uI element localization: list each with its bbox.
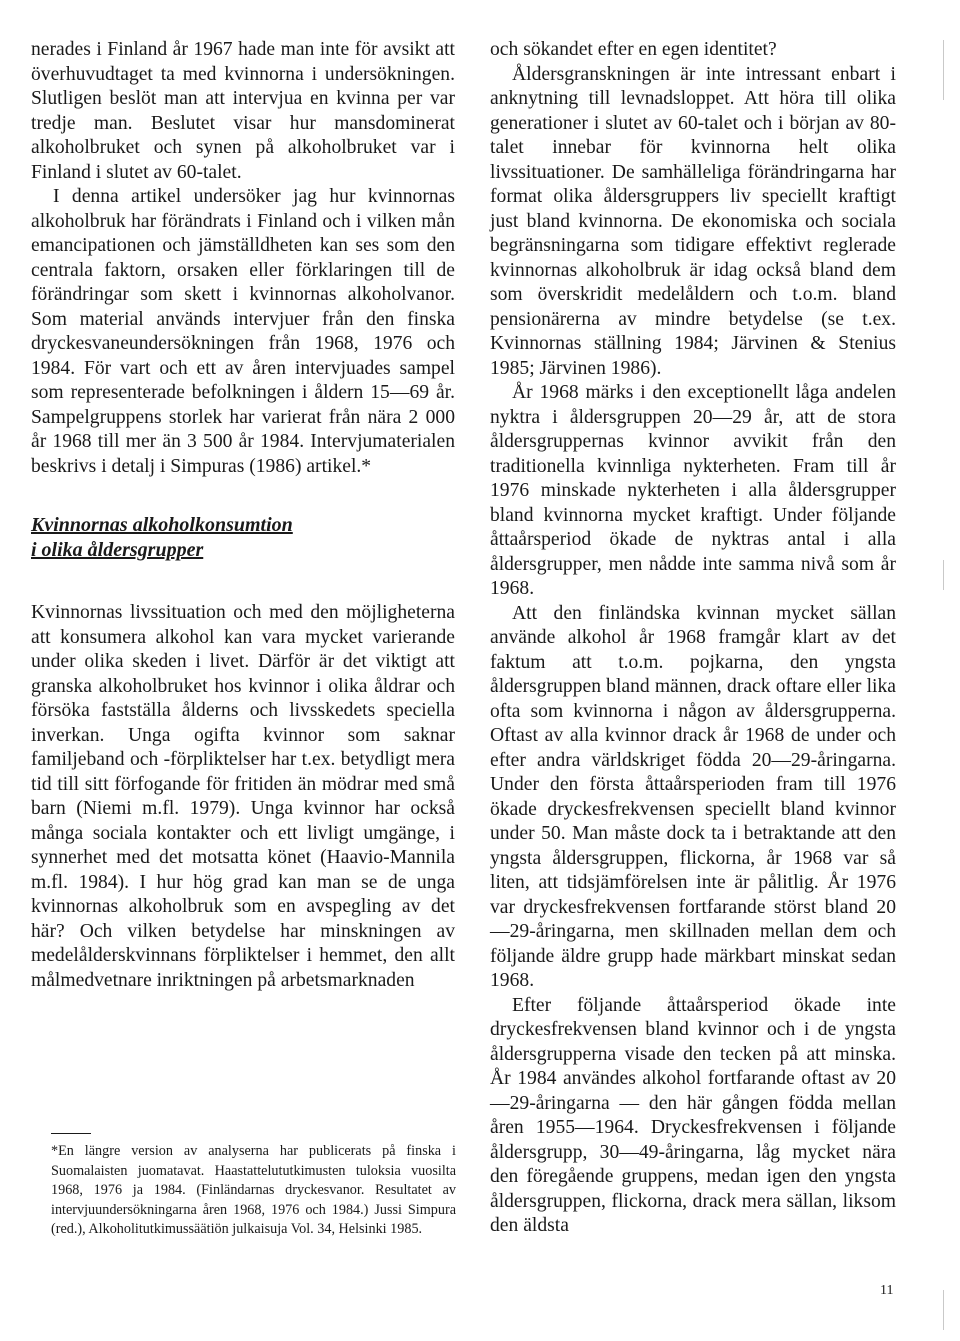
page-number: 11	[880, 1283, 894, 1298]
paragraph: Efter följande åttaårsperiod ökade inte dryckesfrekvensen bland kvinnor och i de yngsta åldersgrupperna visade den tecken på att minska. År 1984 användes alkohol fortfarande oftast av 20—29-åringarna — den här gången födda mellan åren 1955—1964. Dryckesfrekvensen i följande åldersgrupp, 30—49-åringarna, låg mycket nära den föregående gruppens, medan igen den yngsta åldersgruppen, flickorna, drack mera sällan, liksom den äldsta	[490, 994, 896, 1236]
footnote-divider	[51, 1133, 91, 1134]
scan-edge-mark	[943, 1290, 944, 1330]
section-heading	[31, 513, 455, 563]
footnote: *En längre version av analyserna har publicerats på finska i Suomalaisten juomatavat. Haastattelututkimusten tuloksia vuosilta 1968, 1976 ja 1984. (Finländarnas dryckesvanor. Resultatet av intervjuundersökningarna åren 1968, 1976 och 1984.) Jussi Simpura (red.), Alkoholitutkimussäätiön julkaisuja Vol. 34, Helsinki 1985.	[51, 1143, 456, 1237]
paragraph: År 1968 märks i den exceptionellt låga andelen nyktra i åldersgruppen 20—29 år, att de stora åldersgruppernas kvinnor avvikit från den traditionella kvinnliga nykterheten. Fram till år 1976 minskade nykterheten i alla åldersgrupper bland kvinnorna mycket kraftigt. Under följande åttaårsperiod ökade de nyktras antal i alla åldersgrupper, men nådde inte samma nivå som år 1968.	[490, 382, 896, 599]
section-heading-line: i olika åldersgrupper	[31, 539, 204, 561]
paragraph: nerades i Finland år 1967 hade man inte för avsikt att överhuvudtaget ta med kvinnorna i undersökningen. Slutligen beslöt man att intervjua en kvinna per var tredje man. Beslutet visar hur mansdominerat alkoholbruket och synen på alkoholbruket var i Finland i slutet av 60-talet.	[31, 39, 455, 183]
right-column	[490, 38, 896, 1239]
paragraph: Att den finländska kvinnan mycket sällan använde alkohol år 1968 framgår klart av det faktum att t.o.m. pojkarna, den yngsta åldersgruppen bland männen, drack oftare eller lika ofta som kvinnorna i någon av åldersgrupperna. Oftast av alla kvinnor drack år 1968 de under och efter andra världskriget födda 20—29-åringarna. Under den första åttaårsperioden fram till 1976 ökade dryckesfrekvensen speciellt bland kvinnor under 50. Man måste dock ta i betraktande att den yngsta åldersgruppen, flickorna, år 1968 var så liten, att tidsjämförelsen inte är pålitlig. År 1976 var dryckesfrekvensen fortfarande störst bland 20—29-åringarna, men skillnaden mellan dem och följande äldre grupp hade märkbart minskat sedan 1968.	[490, 602, 896, 991]
paragraph: Kvinnornas livssituation och med den möjligheterna att konsumera alkohol kan vara mycket varierande under olika skeden i livet. Därför är det viktigt att granska alkoholbruket hos kvinnor i olika åldrar och försöka fastställa ålderns och livsskedets speciella inverkan. Unga ogifta kvinnor som saknar familjeband och -förpliktelser har t.ex. betydligt mera tid till sitt förfogande för fritiden än mödrar med små barn (Niemi m.fl. 1979). Unga kvinnor har också många sociala kontakter och ett livligt umgänge, i synnerhet med det motsatta könet (Haavio-Mannila m.fl. 1984). I hur hög grad kan man se de unga kvinnornas alkoholbruk som en avspegling av det här? Och vilken betydelse har minskningen av medelålderskvinnans förpliktelser i hemmet, den allt målmedvetnare inriktningen på arbetsmarknaden	[31, 602, 455, 991]
scan-edge-mark	[943, 560, 944, 590]
paragraph: I denna artikel undersöker jag hur kvinnornas alkoholbruk har förändrats i Finland och i vilken mån emancipationen och jämställdheten kan ses som den centrala faktorn, orsaken eller förklaringen till de förändringar som skett i kvinnornas alkoholvanor. Som material används intervjuer från den finska dryckesvaneundersökningen från 1968, 1976 och 1984. För vart och ett av åren intervjuades sampel som representerade befolkningen i åldern 15—69 år. Sampelgruppens storlek har varierat från nära 2 000 år 1968 till mer än 3 500 år 1984. Intervjumaterialen beskrivs i detalj i Simpuras (1986) artikel.*	[31, 186, 455, 477]
paragraph: och sökandet efter en egen identitet?	[490, 39, 777, 60]
left-column	[31, 38, 455, 993]
section-heading-line: Kvinnornas alkoholkonsumtion	[31, 514, 293, 536]
paragraph: Åldersgranskningen är inte intressant enbart i anknytning till levnadsloppet. Att höra till olika generationer i slutet av 60-talet och i början av 80-talet innebar för kvinnorna helt olika livssituationer. De samhälleliga förändringarna har format olika åldersgruppers liv speciellt kraftigt just bland kvinnorna. De ekonomiska och sociala begränsningarna som tidigare effektivt reglerade kvinnornas alkoholbruk är idag också bland dem som överskridit medelåldern och t.o.m. bland pensionärerna av mindre betydelse (se t.ex. Kvinnornas ställning 1984; Järvinen & Stenius 1985; Järvinen 1986).	[490, 63, 896, 379]
scan-edge-mark	[943, 40, 944, 100]
